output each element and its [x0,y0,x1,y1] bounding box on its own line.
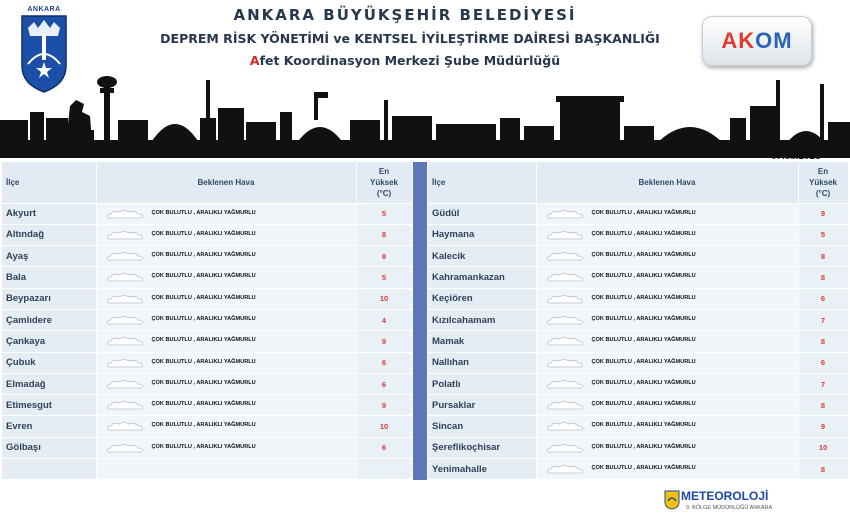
district-name: Güdül [428,203,536,224]
max-temperature: 6 [798,288,848,309]
cloud-rain-icon [105,379,145,390]
table-row [428,246,848,267]
cloud-rain-icon [105,251,145,262]
column-header-max-line2: Yüksek [808,177,838,187]
weather-description: ÇOK BULUTLU , ARALIKLI YAĞMURLU [151,252,256,259]
column-header-weather: Beklenen Hava [536,162,798,203]
weather-cell [96,373,356,394]
table-row [428,373,848,394]
branch-title-rest: fet Koordinasyon Merkezi Şube Müdürlüğü [259,53,561,68]
column-header-weather: Beklenen Hava [96,162,356,203]
weather-cell [536,309,798,330]
weather-cell [96,246,356,267]
table-row [2,203,412,224]
weather-description: ÇOK BULUTLU , ARALIKLI YAĞMURLU [591,443,696,450]
district-name: Çankaya [2,331,96,352]
weather-cell [536,416,798,437]
district-name: Beypazarı [2,288,96,309]
table-row [2,416,412,437]
max-temperature: 5 [356,203,412,224]
weather-cell [96,416,356,437]
weather-cell [536,203,798,224]
weather-description: ÇOK BULUTLU , ARALIKLI YAĞMURLU [151,315,256,322]
max-temperature: 6 [356,437,412,458]
table-row [428,288,848,309]
column-header-district: İlçe [2,162,96,203]
district-name: Sincan [428,416,536,437]
column-header-district: İlçe [428,162,536,203]
weather-cell [536,267,798,288]
max-temperature: 7 [798,373,848,394]
weather-cell [536,395,798,416]
weather-description: ÇOK BULUTLU , ARALIKLI YAĞMURLU [151,358,256,365]
weather-cell [536,459,798,480]
district-name: Haymana [428,224,536,245]
district-name: Şereflikoçhisar [428,437,536,458]
weather-description: ÇOK BULUTLU , ARALIKLI YAĞMURLU [591,358,696,365]
district-name: Nallıhan [428,352,536,373]
max-temperature: 6 [356,373,412,394]
weather-cell [96,309,356,330]
table-row [2,459,412,480]
max-temperature: 10 [356,416,412,437]
district-name: Yenimahalle [428,459,536,480]
table-row [428,331,848,352]
district-name: Polatlı [428,373,536,394]
weather-description: ÇOK BULUTLU , ARALIKLI YAĞMURLU [591,379,696,386]
table-row [2,395,412,416]
cloud-rain-icon [105,443,145,454]
weather-description: ÇOK BULUTLU , ARALIKLI YAĞMURLU [591,230,696,237]
department-title: DEPREM RİSK YÖNETİMİ ve KENTSEL İYİLEŞTİRME DAİRESİ BAŞKANLIĞI [160,31,660,46]
cloud-rain-icon [105,421,145,432]
cloud-rain-icon [105,209,145,220]
cloud-rain-icon [545,358,585,369]
akom-logo-red: AK [721,28,756,53]
district-name: Çamlıdere [2,309,96,330]
district-name: Etimesgut [2,395,96,416]
akom-logo-blue: OM [755,28,793,53]
weather-description: ÇOK BULUTLU , ARALIKLI YAĞMURLU [591,209,696,216]
district-name: Pursaklar [428,395,536,416]
cloud-rain-icon [545,336,585,347]
weather-description: ÇOK BULUTLU , ARALIKLI YAĞMURLU [591,465,696,472]
max-temperature: 5 [356,267,412,288]
meteorology-logo [664,489,784,515]
meteorology-name: METEOROLOJİ [681,489,769,503]
district-name: Akyurt [2,203,96,224]
district-name [2,459,96,480]
table-row [2,267,412,288]
column-header-max-line2: Yüksek [369,177,399,187]
weather-description: ÇOK BULUTLU , ARALIKLI YAĞMURLU [591,422,696,429]
table-row [428,437,848,458]
cloud-rain-icon [105,272,145,283]
district-name: Altındağ [2,224,96,245]
table-row [2,288,412,309]
table-divider [413,162,427,480]
weather-cell [96,224,356,245]
district-name: Kahramankazan [428,267,536,288]
table-row [428,267,848,288]
max-temperature: 5 [798,224,848,245]
column-header-max [798,162,848,203]
weather-cell [96,352,356,373]
meteorology-subtitle: 9. BÖLGE MÜDÜRLÜĞÜ ANKARA [686,505,773,511]
table-header-row [2,162,412,203]
weather-cell [96,437,356,458]
table-row [2,373,412,394]
cloud-rain-icon [105,358,145,369]
cloud-rain-icon [545,272,585,283]
meteorology-emblem-icon [664,490,680,510]
weather-description: ÇOK BULUTLU , ARALIKLI YAĞMURLU [151,379,256,386]
cloud-rain-icon [545,379,585,390]
cloud-rain-icon [545,400,585,411]
cloud-rain-icon [545,230,585,241]
weather-description: ÇOK BULUTLU , ARALIKLI YAĞMURLU [591,273,696,280]
column-header-max [356,162,412,203]
weather-cell [536,437,798,458]
table-row [428,395,848,416]
max-temperature: 8 [356,224,412,245]
cloud-rain-icon [105,294,145,305]
max-temperature: 9 [356,395,412,416]
akom-logo [702,16,812,66]
max-temperature: 8 [798,331,848,352]
max-temperature: 8 [798,395,848,416]
forecast-table-left [2,162,413,480]
city-skyline-silhouette [0,60,850,158]
district-name: Çubuk [2,352,96,373]
weather-description: ÇOK BULUTLU , ARALIKLI YAĞMURLU [591,337,696,344]
weather-cell [536,331,798,352]
weather-cell [96,459,356,480]
table-row [428,224,848,245]
table-row [2,309,412,330]
max-temperature: 8 [798,459,848,480]
cloud-rain-icon [105,336,145,347]
weather-description: ÇOK BULUTLU , ARALIKLI YAĞMURLU [151,230,256,237]
max-temperature: 10 [356,288,412,309]
max-temperature: 6 [798,352,848,373]
cloud-rain-icon [105,230,145,241]
table-row [428,203,848,224]
cloud-rain-icon [105,315,145,326]
cloud-rain-icon [545,251,585,262]
column-header-max-line3: (°C) [376,188,392,198]
weather-cell [536,288,798,309]
column-header-max-line1: En [378,166,390,176]
weather-description: ÇOK BULUTLU , ARALIKLI YAĞMURLU [151,337,256,344]
weather-description: ÇOK BULUTLU , ARALIKLI YAĞMURLU [151,209,256,216]
weather-description: ÇOK BULUTLU , ARALIKLI YAĞMURLU [151,401,256,408]
district-name: Bala [2,267,96,288]
max-temperature: 4 [356,309,412,330]
weather-description: ÇOK BULUTLU , ARALIKLI YAĞMURLU [151,294,256,301]
table-row [2,246,412,267]
weather-description: ÇOK BULUTLU , ARALIKLI YAĞMURLU [151,422,256,429]
table-row [2,331,412,352]
table-header-row [428,162,848,203]
district-name: Evren [2,416,96,437]
max-temperature: 8 [356,246,412,267]
table-row [2,437,412,458]
weather-cell [536,224,798,245]
weather-cell [96,203,356,224]
district-name: Keçiören [428,288,536,309]
report-date: 07.03.2021 [771,150,821,162]
branch-title-initial: A [249,53,260,68]
cloud-rain-icon [105,400,145,411]
forecast-table-right [428,162,849,480]
weather-cell [96,395,356,416]
max-temperature: 8 [798,267,848,288]
max-temperature: 7 [798,309,848,330]
column-header-max-line3: (°C) [815,188,831,198]
weather-description: ÇOK BULUTLU , ARALIKLI YAĞMURLU [151,443,256,450]
table-row [2,352,412,373]
weather-description: ÇOK BULUTLU , ARALIKLI YAĞMURLU [591,294,696,301]
max-temperature: 9 [356,331,412,352]
akom-logo-text [721,28,792,54]
table-row [428,352,848,373]
max-temperature: 9 [798,203,848,224]
district-name: Ayaş [2,246,96,267]
district-name: Kalecik [428,246,536,267]
table-row [428,309,848,330]
max-temperature: 8 [798,246,848,267]
cloud-rain-icon [545,443,585,454]
weather-cell [96,267,356,288]
max-temperature [356,459,412,480]
logo-text: ANKARA [27,6,61,13]
weather-cell [96,288,356,309]
cloud-rain-icon [545,315,585,326]
table-row [428,459,848,480]
district-name: Gölbaşı [2,437,96,458]
weather-cell [536,246,798,267]
weather-cell [536,352,798,373]
weather-description: ÇOK BULUTLU , ARALIKLI YAĞMURLU [151,273,256,280]
weather-cell [96,331,356,352]
max-temperature: 9 [798,416,848,437]
weather-description: ÇOK BULUTLU , ARALIKLI YAĞMURLU [591,315,696,322]
cloud-rain-icon [545,464,585,475]
municipality-title: ANKARA BÜYÜKŞEHİR BELEDİYESİ [233,6,577,24]
cloud-rain-icon [545,421,585,432]
district-name: Kızılcahamam [428,309,536,330]
district-name: Elmadağ [2,373,96,394]
cloud-rain-icon [545,294,585,305]
max-temperature: 10 [798,437,848,458]
cloud-rain-icon [545,209,585,220]
district-name: Mamak [428,331,536,352]
table-row [428,416,848,437]
weather-description: ÇOK BULUTLU , ARALIKLI YAĞMURLU [591,252,696,259]
table-row [2,224,412,245]
weather-description: ÇOK BULUTLU , ARALIKLI YAĞMURLU [591,401,696,408]
column-header-max-line1: En [817,166,829,176]
weather-cell [536,373,798,394]
max-temperature: 6 [356,352,412,373]
